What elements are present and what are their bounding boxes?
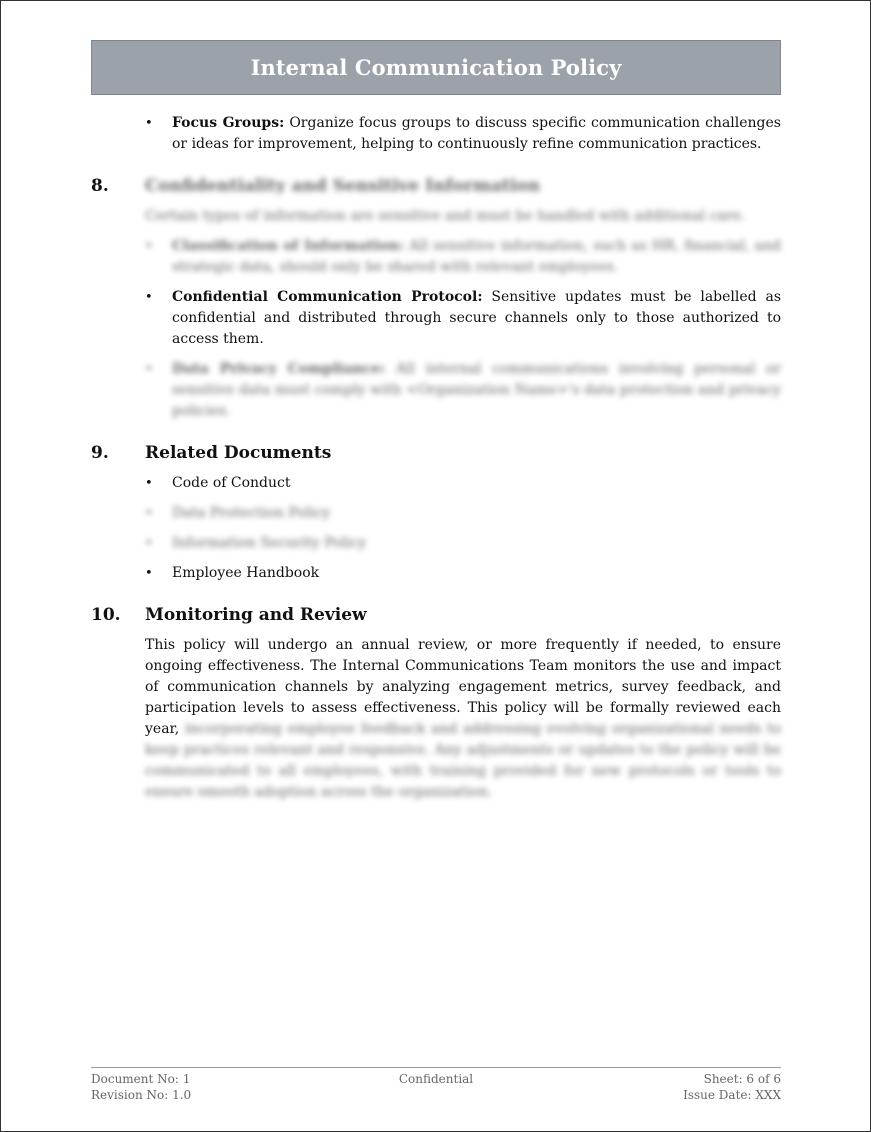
item-text: All internal communications involving personal or sensitive data must comply with <Organization Name>'s data protection and privacy policies. [172,361,781,419]
classification-label: Confidential [398,1072,474,1086]
sheet-number: Sheet: 6 of 6 [703,1072,781,1086]
section-number: 8. [91,176,109,196]
revision-number: Revision No: 1.0 [91,1088,192,1102]
list-item [145,236,781,278]
bullet-icon: • [145,239,153,254]
page-footer [91,1067,781,1103]
section-intro: Certain types of information are sensitive and must be handled with additional care. [145,208,746,224]
paragraph-text-redacted: incorporating employee feedback and addressing evolving organizational needs to keep practices relevant and responsive. Any adjustments or updates to the policy will be communicated to all employees, with training provided for new protocols or tools to ensure smooth adoption across the organization. [145,721,781,800]
document-body [91,113,781,803]
bullet-icon: • [145,116,153,131]
item-label: Classification of Information: [172,238,404,254]
title-banner [91,40,781,95]
section-title: Related Documents [145,443,332,463]
footer-center [321,1071,551,1103]
item-text: Sensitive updates must be labelled as confidential and distributed through secure channels only to those authorized to access them. [172,289,781,347]
list-item [145,563,781,584]
footer-left [91,1071,321,1103]
section-title: Confidentiality and Sensitive Information [145,176,541,196]
bullet-icon: • [145,536,153,551]
section-heading-9 [91,443,781,464]
section-paragraph [91,635,781,803]
issue-date: Issue Date: XXX [683,1088,781,1102]
item-text: Code of Conduct [172,475,291,491]
bullet-icon: • [145,506,153,521]
item-text: Data Protection Policy [172,505,331,521]
section-8-list [91,236,781,422]
list-item [145,287,781,350]
item-text: All sensitive information, such as HR, financial, and strategic data, should only be shared with relevant employees. [172,238,781,275]
section-heading-8 [91,176,781,197]
item-label: Focus Groups: [172,115,285,131]
item-text: Employee Handbook [172,565,320,581]
item-text: Information Security Policy [172,535,367,551]
list-item [145,503,781,524]
section-heading-10 [91,605,781,626]
bullet-icon: • [145,290,153,305]
section-number: 10. [91,605,121,625]
document-title: Internal Communication Policy [250,55,622,80]
list-item [145,359,781,422]
section-number: 9. [91,443,109,463]
section-title: Monitoring and Review [145,605,367,625]
footer-right [551,1071,781,1103]
related-documents-list [91,473,781,584]
item-label: Data Privacy Compliance: [172,361,386,377]
continuation-list [91,113,781,155]
item-label: Confidential Communication Protocol: [172,289,483,305]
paragraph-text: This policy will undergo an annual review, or more frequently if needed, to ensure ongoing effectiveness. The Internal Communications Team monitors the use and impact of communication channels by analyzing engagement metrics, survey feedback, and participation levels to assess effectiveness. This policy will be formally reviewed each year, [145,637,781,737]
bullet-icon: • [145,566,153,581]
item-text: Organize focus groups to discuss specific communication challenges or ideas for improvement, helping to continuously refine communication practices. [172,115,781,152]
bullet-icon: • [145,362,153,377]
list-item [145,113,781,155]
document-number: Document No: 1 [91,1072,191,1086]
list-item [145,473,781,494]
list-item [145,533,781,554]
bullet-icon: • [145,476,153,491]
